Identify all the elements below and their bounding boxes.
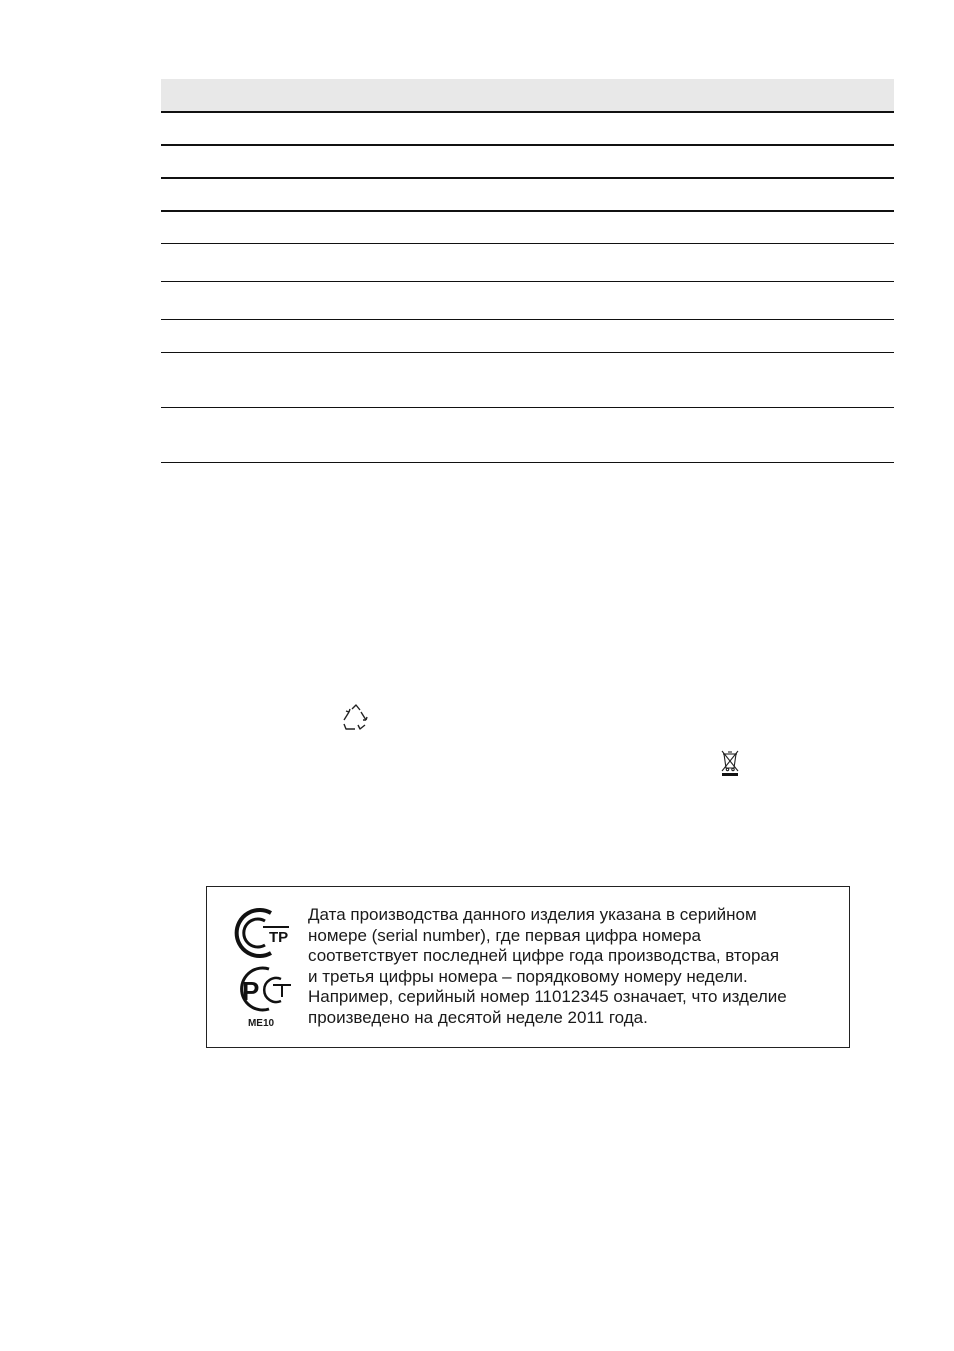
certification-text-line: Дата производства данного изделия указана в серийном [308,905,757,924]
table-row [161,212,894,243]
logo-code: ME10 [247,1018,275,1029]
certification-text-line: номере (serial number), где первая цифра номера [308,925,701,945]
certification-notice-box [206,886,850,1048]
certification-text [308,905,838,1029]
certification-logos [229,905,299,1035]
crossed-out-bin-icon [719,749,741,777]
table-row [161,408,894,462]
certification-text-line: и третья цифры номера – порядковому номеру недели. [308,966,748,986]
table-row [161,282,894,319]
svg-text:Р: Р [242,976,260,1006]
table-header-row [161,79,894,111]
table-row [161,113,894,144]
table-row [161,146,894,177]
table-row [161,179,894,210]
svg-text:ТР: ТР [269,929,289,946]
certification-text-line: произведено на десятой неделе 2011 года. [308,1007,648,1027]
rst-mark [242,968,291,1010]
eac-tr-mark [237,910,289,956]
table-row [161,244,894,281]
recycle-icon [341,703,371,733]
table-row [161,320,894,352]
table-row [161,353,894,407]
certification-text-line: соответствует последней цифре года производства, вторая [308,946,780,966]
certification-text-line: Например, серийный номер 11012345 означает, что изделие [308,987,787,1007]
table-rule [161,462,894,463]
